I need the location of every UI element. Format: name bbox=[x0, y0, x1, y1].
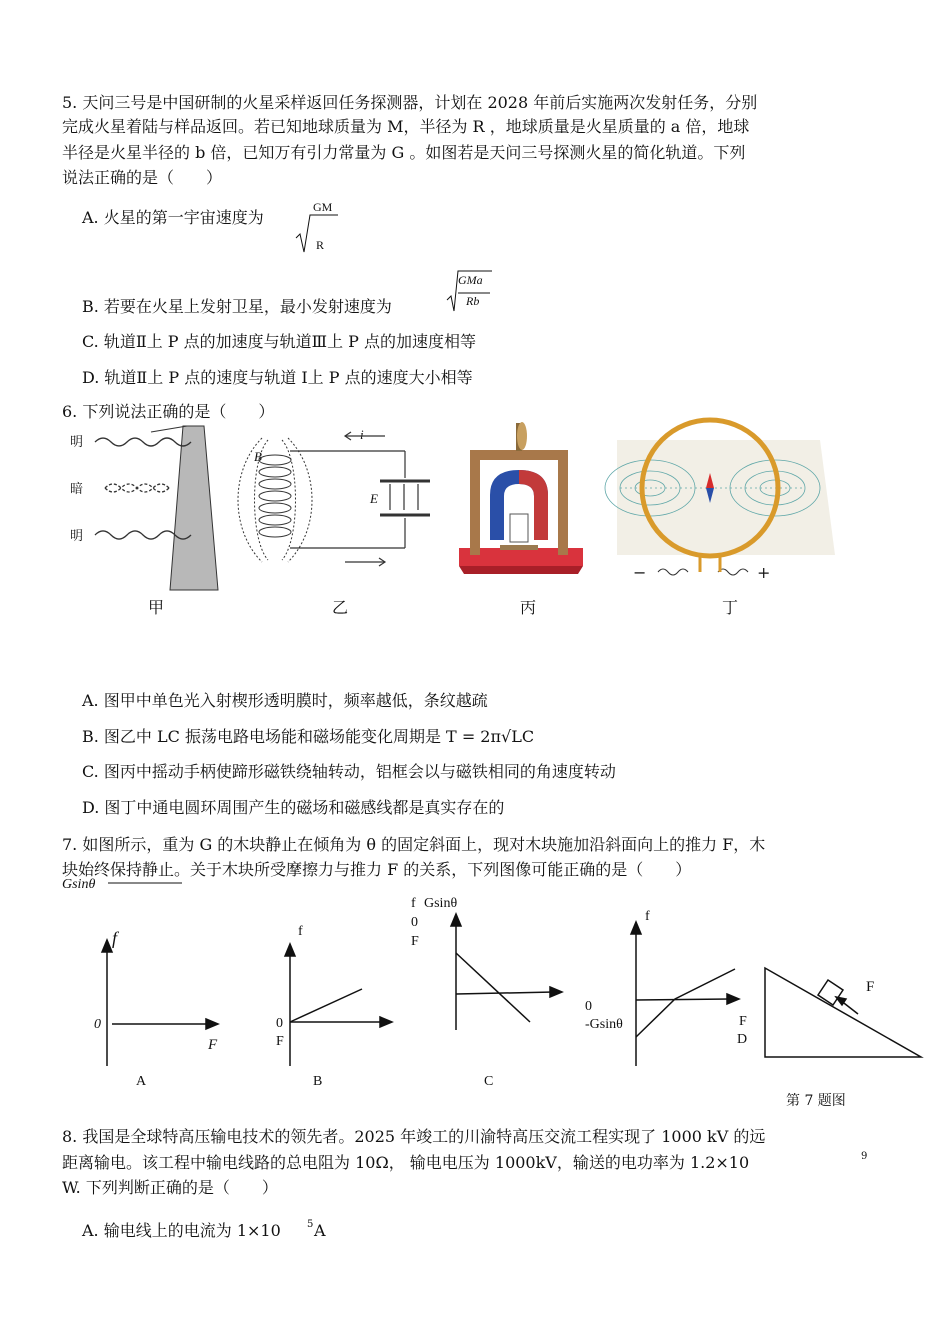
q8-line3: W. 下列判断正确的是（ ） bbox=[62, 1178, 278, 1197]
q6-option-d: D. 图丁中通电圆环周围产生的磁场和磁感线都是真实存在的 bbox=[82, 798, 505, 817]
fig-bing-apparatus bbox=[459, 422, 583, 574]
graph-a-F: F bbox=[208, 1037, 218, 1053]
q5-line3: 半径是火星半径的 b 倍，已知万有引力常量为 G 。如图若是天问三号探测火星的简化轨道。下列 bbox=[62, 143, 746, 162]
q5-a-sqrt bbox=[296, 215, 338, 252]
graph-d bbox=[631, 922, 739, 1066]
q8-line2: 距离输电。该工程中输电线路的总电阻为 10Ω， 输电电压为 1000kV，输送的电功率为 1.2×10 bbox=[62, 1153, 750, 1172]
q7-line2: 块始终保持静止。关于木块所受摩擦力与推力 F 的关系，下列图像可能正确的是（ ） bbox=[62, 860, 692, 879]
graph-d-zero: 0 bbox=[585, 999, 592, 1014]
fig-yi-E-label: E bbox=[370, 491, 378, 506]
graph-a-f: f bbox=[112, 928, 118, 948]
q7-line1: 7. 如图所示，重为 G 的木块静止在倾角为 θ 的固定斜面上，现对木块施加沿斜面向上的推力 F，木 bbox=[62, 835, 766, 854]
q8-line1: 8. 我国是全球特高压输电技术的领先者。2025 年竣工的川渝特高压交流工程实现了 1000 kV 的远 bbox=[62, 1127, 766, 1146]
fig-jia-bright-top: 明 bbox=[70, 435, 84, 450]
q5-option-b: B. 若要在火星上发射卫星，最小发射速度为 bbox=[82, 297, 392, 316]
graph-a-zero: 0 bbox=[94, 1017, 101, 1032]
q5-option-d: D. 轨道Ⅱ上 P 点的速度与轨道 Ⅰ上 P 点的速度大小相等 bbox=[82, 368, 473, 387]
graph-c-gsin: Gsinθ bbox=[424, 896, 458, 911]
q5-line4: 说法正确的是（ ） bbox=[62, 168, 223, 187]
graph-c-zero: 0 bbox=[411, 915, 418, 930]
graph-c-F: F bbox=[411, 934, 419, 949]
fig-jia-dark: 暗 bbox=[70, 482, 84, 497]
fig-caption-yi: 乙 bbox=[332, 598, 349, 617]
q5-b-sqrt bbox=[447, 271, 492, 311]
fig-yi-coil bbox=[238, 438, 312, 562]
graph-c-f: f bbox=[411, 896, 416, 911]
q8-line2-sup: 9 bbox=[861, 1151, 868, 1162]
graph-d-neg: -Gsinθ bbox=[585, 1017, 623, 1032]
q8-option-a-sup: 5 bbox=[307, 1219, 314, 1230]
incline-F-label: F bbox=[866, 979, 875, 995]
q5-option-b-denominator: Rb bbox=[466, 294, 480, 308]
fig-ding-minus: − bbox=[633, 563, 647, 582]
q5-line2: 完成火星着陆与样品返回。若已知地球质量为 M，半径为 R ，地球质量是火星质量的 a 倍，地球 bbox=[62, 117, 750, 136]
fig-yi-i-label: i bbox=[360, 427, 364, 442]
fig-caption-jia: 甲 bbox=[148, 598, 165, 617]
q5-option-a-denominator: R bbox=[316, 238, 325, 252]
fig-jia-wedge bbox=[151, 426, 218, 590]
graph-b-F: F bbox=[276, 1034, 284, 1049]
q5-option-c: C. 轨道Ⅱ上 P 点的加速度与轨道Ⅲ上 P 点的加速度相等 bbox=[82, 332, 477, 351]
fig-ding-field bbox=[605, 420, 835, 575]
fig-caption-bing: 丙 bbox=[520, 598, 537, 617]
graph-d-f: f bbox=[645, 909, 650, 924]
q6-stem: 6. 下列说法正确的是（ ） bbox=[62, 402, 275, 421]
q7-figure-caption: 第 7 题图 bbox=[786, 1093, 846, 1109]
incline-figure bbox=[765, 968, 921, 1057]
fig-caption-ding: 丁 bbox=[722, 598, 739, 617]
q5-option-a-numerator: GM bbox=[313, 200, 333, 214]
graph-d-label: D bbox=[737, 1032, 748, 1047]
graph-b-zero: 0 bbox=[276, 1016, 283, 1031]
graph-b bbox=[285, 944, 392, 1066]
graph-a-label: A bbox=[136, 1074, 147, 1089]
graph-c bbox=[451, 914, 562, 1030]
q5-option-b-numerator: GMa bbox=[458, 273, 483, 287]
fig-jia-bright-bottom: 明 bbox=[70, 529, 84, 544]
graph-d-F: F bbox=[739, 1014, 747, 1029]
q5-option-a: A. 火星的第一宇宙速度为 bbox=[82, 208, 264, 227]
q7-overlap-gsin: Gsinθ bbox=[62, 877, 96, 892]
fig-yi-circuit bbox=[290, 432, 430, 566]
q8-option-a: A. 输电线上的电流为 1×10 bbox=[82, 1221, 281, 1240]
fig-yi-B-label: B bbox=[254, 449, 262, 464]
q6-option-b: B. 图乙中 LC 振荡电路电场能和磁场能变化周期是 T = 2π√LC bbox=[82, 727, 535, 746]
graph-b-label: B bbox=[313, 1074, 323, 1089]
graph-a bbox=[102, 940, 218, 1066]
graph-b-f: f bbox=[298, 924, 303, 939]
q5-line1: 5. 天问三号是中国研制的火星采样返回任务探测器，计划在 2028 年前后实施两次发射任务，分别 bbox=[62, 93, 758, 112]
q6-option-c: C. 图丙中摇动手柄使蹄形磁铁绕轴转动，铝框会以与磁铁相同的角速度转动 bbox=[82, 762, 616, 781]
graph-c-label: C bbox=[484, 1074, 494, 1089]
q6-option-a: A. 图甲中单色光入射楔形透明膜时，频率越低，条纹越疏 bbox=[82, 691, 488, 710]
q8-option-a-unit: A bbox=[314, 1221, 326, 1240]
fig-ding-plus: + bbox=[757, 563, 771, 582]
